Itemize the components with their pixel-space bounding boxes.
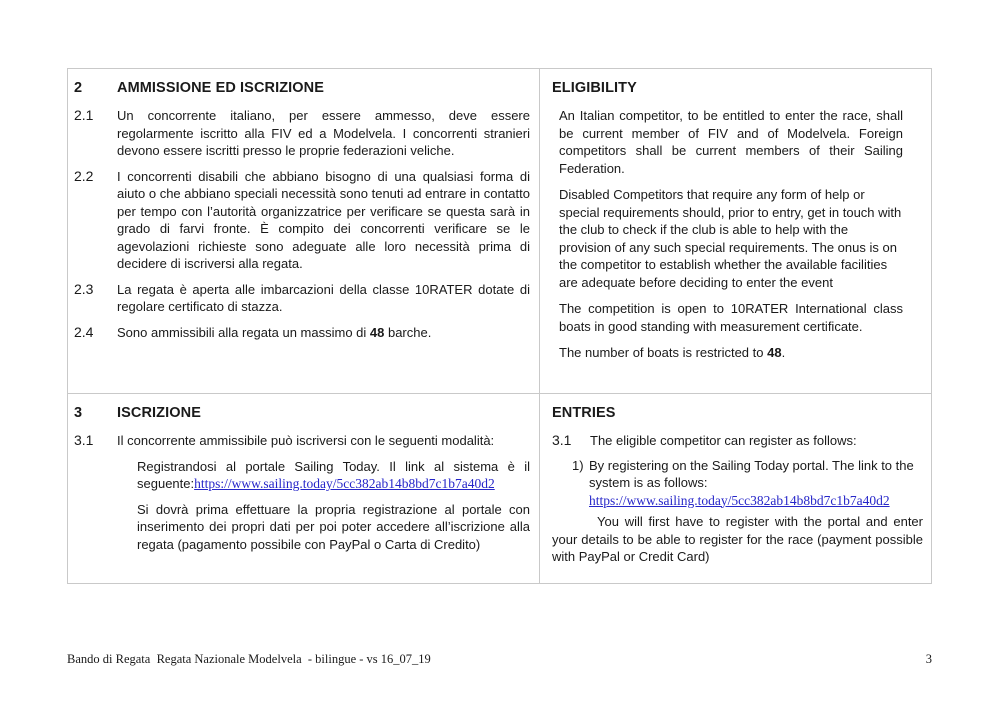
clause-text: I concorrenti disabili che abbiano bisogno di una qualsiasi forma di aiuto o che abbiano speciali necessità sono tenuti ad entrare in contatto per tempo con l’autorità organizzatrice per verificare se questa sarà in grado di farvi fronte. È compito dei concorrenti verificare se le agevolazioni richieste sono adeguate alle loro necessità prima di decidere di iscriversi alla regata.	[117, 168, 530, 271]
registration-details-paragraph-en: You will first have to register with the portal and enter your details to be able to register for the race (payment possible with PayPal or Credit Card)	[552, 514, 923, 564]
clause-number: 2.4	[74, 323, 94, 340]
clause-number: 2.3	[74, 280, 94, 297]
boat-limit-value: 48	[767, 345, 782, 360]
clause-number: 2.2	[74, 167, 94, 184]
page-footer	[67, 652, 932, 667]
clause-number: 3.1	[74, 432, 94, 448]
clause-text-start: Sono ammissibili alla regata un massimo di	[117, 324, 370, 340]
section-title: ELIGIBILITY	[552, 80, 637, 96]
table-row-section-3	[68, 394, 931, 583]
cell-italian-section-2	[68, 69, 540, 393]
boat-limit-value: 48	[369, 324, 385, 340]
list-marker: 1)	[572, 457, 584, 473]
footer-document-title: Bando di Regata Regata Nazionale Modelvela - bilingue - vs 16_07_19	[67, 652, 431, 666]
portal-text: By registering on the Sailing Today portal. The link to the system is as follows:	[589, 457, 914, 490]
section-title: ENTRIES	[552, 405, 616, 421]
section-heading-it-3	[74, 405, 530, 421]
cell-english-section-3	[540, 394, 931, 583]
sailing-today-link-en[interactable]: https://www.sailing.today/5cc382ab14b8bd7c1b7a40d2	[589, 492, 890, 508]
registration-portal-list-item-en	[572, 457, 923, 510]
registration-details-paragraph-it: Si dovrà prima effettuare la propria registrazione al portale con inserimento dei propri dati per poi poter accedere all’iscrizione alla regata (pagamento possibile con PayPal o Carta di Credito)	[137, 501, 530, 552]
section-title: ISCRIZIONE	[117, 405, 201, 421]
section-title: AMMISSIONE ED ISCRIZIONE	[117, 80, 325, 96]
registration-portal-paragraph-it	[137, 458, 530, 493]
sentence-period: .	[781, 345, 786, 360]
cell-italian-section-3	[68, 394, 540, 583]
clause-text: Un concorrente italiano, per essere ammesso, deve essere regolarmente iscritto alla FIV ed a Modelvela. I concorrenti stranieri devono essere iscritti presso le proprie federazioni veliche.	[117, 108, 530, 158]
section-heading-en-2	[552, 80, 923, 96]
cell-english-section-2	[540, 69, 931, 393]
eligibility-paragraph-2: Disabled Competitors that require any form of help or special requirements should, prior to entry, get in touch with the club to check if the club is able to help with the provision of any such special requirements. The onus is on the competitor to establish whether the available facilities are adequate before deciding to enter the event	[559, 187, 902, 290]
table-row-section-2	[68, 69, 931, 394]
clause-text	[117, 324, 530, 342]
clause-3-1-it	[74, 432, 530, 450]
section-heading-en-3	[552, 405, 923, 421]
clause-number: 3.1	[552, 432, 572, 448]
clause-2-2	[74, 168, 530, 273]
eligibility-paragraph-3: The competition is open to 10RATER International class boats in good standing with measurement certificate.	[559, 301, 903, 334]
clause-text: La regata è aperta alle imbarcazioni della classe 10RATER dotate di regolare certificato di stazza.	[117, 281, 530, 314]
footer-page-number: 3	[925, 652, 932, 666]
clause-text-end: barche.	[384, 324, 432, 340]
section-number: 3	[74, 405, 83, 421]
clause-text: Il concorrente ammissibile può iscriversi con le seguenti modalità:	[117, 433, 495, 448]
eligibility-paragraph-1: An Italian competitor, to be entitled to enter the race, shall be current member of FIV and of Modelvela. Foreign competitors shall be current members of their Sailing Federation.	[559, 108, 903, 176]
clause-2-1	[74, 107, 530, 160]
clause-text: The eligible competitor can register as follows:	[590, 433, 857, 448]
list-body	[589, 457, 923, 510]
section-heading-it-2	[74, 80, 530, 96]
clause-3-1-en	[552, 432, 923, 450]
bilingual-notice-table	[67, 68, 932, 584]
clause-2-3	[74, 281, 530, 316]
section-number: 2	[74, 80, 83, 96]
sailing-today-link-it[interactable]: https://www.sailing.today/5cc382ab14b8bd7c1b7a40d2	[194, 476, 495, 491]
boat-limit-text: The number of boats is restricted to	[559, 345, 768, 360]
clause-number: 2.1	[74, 107, 94, 123]
eligibility-paragraph-4	[559, 344, 903, 362]
clause-2-4	[74, 324, 530, 342]
portal-text: Registrandosi al portale Sailing Today. Il link al sistema è il seguente:	[137, 458, 530, 491]
